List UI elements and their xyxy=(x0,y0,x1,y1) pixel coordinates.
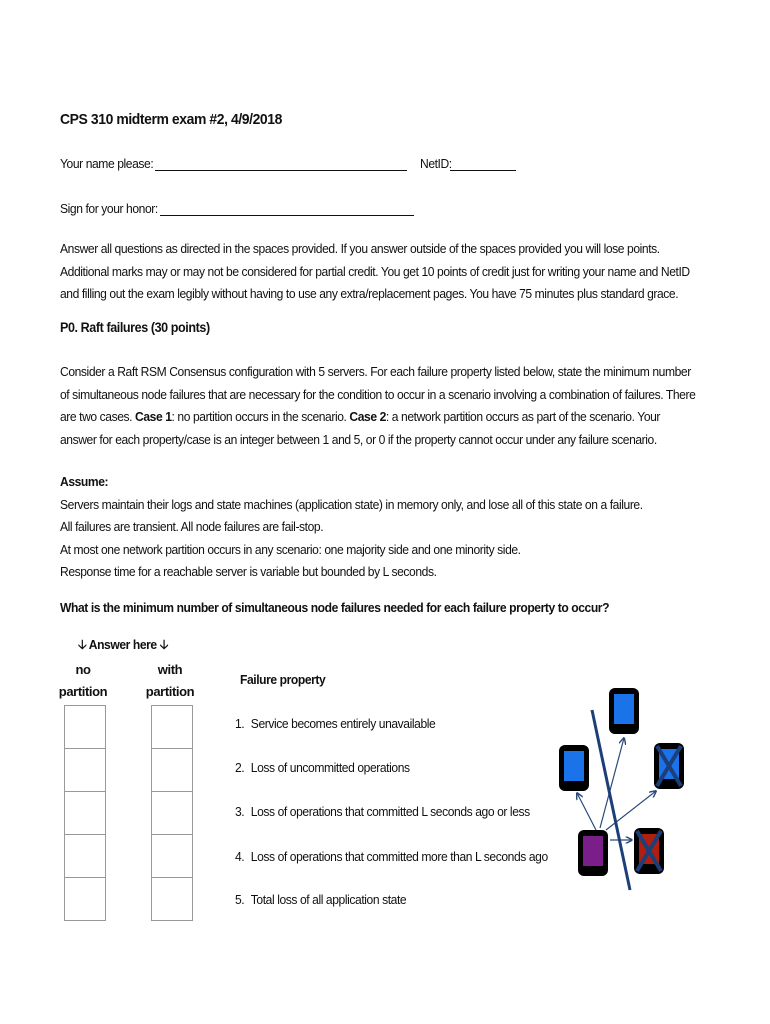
honor-label: Sign for your honor: xyxy=(60,201,158,216)
problem-heading: P0. Raft failures (30 points) xyxy=(60,320,210,335)
instruction-line: Answer all questions as directed in the spaces provided. If you answer outside of the spaces provided you will lose points. xyxy=(60,241,660,256)
name-blank[interactable] xyxy=(155,170,407,171)
assumption-item: At most one network partition occurs in any scenario: one majority side and one minority side. xyxy=(60,541,521,557)
arrow-down-icon: 🡣 xyxy=(159,637,168,652)
exam-title: CPS 310 midterm exam #2, 4/9/2018 xyxy=(60,111,282,128)
case1-label: Case 1 xyxy=(135,409,172,424)
item-text: Total loss of all application state xyxy=(250,892,407,907)
column-header-no-partition xyxy=(55,659,111,703)
item-number: 4. xyxy=(235,849,245,864)
instruction-line: and filling out the exam legibly without having to use any extra/replacement pages. You have 75 minutes plus standard grace. xyxy=(60,286,679,301)
item-text: Loss of operations that committed L seconds ago or less xyxy=(250,804,530,819)
item-number: 2. xyxy=(235,760,245,775)
netid-label: NetID: xyxy=(420,156,452,171)
netid-blank[interactable] xyxy=(450,170,516,171)
server-node-bottom-right-failed xyxy=(634,828,664,874)
assumption-item: Servers maintain their logs and state machines (application state) in memory only, and lose all of this state on a failure. xyxy=(60,496,643,512)
item-text: Loss of operations that committed more than L seconds ago xyxy=(250,849,548,864)
answer-box-3-no-partition[interactable] xyxy=(64,791,106,835)
answer-box-1-no-partition[interactable] xyxy=(64,705,106,749)
answer-here-header xyxy=(78,636,168,658)
intro-line: of simultaneous node failures that are necessary for the condition to occur in a scenario involving a combination of failures. There xyxy=(60,386,696,402)
answer-box-5-with-partition[interactable] xyxy=(151,877,193,921)
failure-item xyxy=(235,849,548,864)
instructions xyxy=(60,238,692,306)
question-text: What is the minimum number of simultaneous node failures needed for each failure property to occur? xyxy=(60,600,610,615)
intro-text: : a network partition occurs as part of the scenario. Your xyxy=(385,409,661,424)
name-label: Your name please: xyxy=(60,156,154,171)
column-header-line: with xyxy=(157,662,183,677)
answer-box-2-no-partition[interactable] xyxy=(64,748,106,792)
node-fill xyxy=(583,836,603,866)
arrow xyxy=(600,738,624,828)
item-number: 1. xyxy=(235,716,245,731)
failure-item xyxy=(235,804,530,819)
item-number: 5. xyxy=(235,892,245,907)
raft-partition-diagram xyxy=(550,680,700,895)
intro-line: Consider a Raft RSM Consensus configuration with 5 servers. For each failure property listed below, state the minimum number xyxy=(60,364,691,379)
intro-text: are two cases. xyxy=(60,409,136,424)
answer-box-3-with-partition[interactable] xyxy=(151,791,193,835)
answer-box-5-no-partition[interactable] xyxy=(64,877,106,921)
intro-line: answer for each property/case is an integer between 1 and 5, or 0 if the property cannot occur under any failure scenario. xyxy=(60,431,657,447)
item-number: 3. xyxy=(235,804,245,819)
column-header-line: partition xyxy=(145,684,195,699)
answer-box-2-with-partition[interactable] xyxy=(151,748,193,792)
assumption-item: Response time for a reachable server is variable but bounded by L seconds. xyxy=(60,564,437,579)
item-text: Loss of uncommitted operations xyxy=(250,760,410,775)
problem-intro xyxy=(60,361,696,451)
server-node-leader xyxy=(578,830,608,876)
intro-text: : no partition occurs in the scenario. xyxy=(171,409,350,424)
node-fill xyxy=(564,751,584,781)
assumption-item: All failures are transient. All node failures are fail-stop. xyxy=(60,519,324,534)
failure-item xyxy=(235,760,410,775)
assume-heading: Assume: xyxy=(60,474,109,489)
answer-here-label: Answer here xyxy=(88,637,157,652)
answer-box-1-with-partition[interactable] xyxy=(151,705,193,749)
arrow xyxy=(577,793,596,830)
column-header-line: partition xyxy=(58,684,108,699)
case2-label: Case 2 xyxy=(349,409,386,424)
honor-blank[interactable] xyxy=(160,215,414,216)
answer-box-4-no-partition[interactable] xyxy=(64,834,106,878)
item-text: Service becomes entirely unavailable xyxy=(250,716,436,731)
failure-item xyxy=(235,892,406,907)
server-node-left xyxy=(559,745,589,791)
column-header-line: no xyxy=(75,662,91,677)
arrow-down-icon: 🡣 xyxy=(78,637,87,652)
failure-item xyxy=(235,716,435,731)
assumptions xyxy=(60,471,692,584)
column-header-with-partition xyxy=(140,659,200,703)
failure-property-heading: Failure property xyxy=(240,672,326,687)
node-fill xyxy=(614,694,634,724)
server-node-right-failed xyxy=(654,743,684,789)
server-node-top xyxy=(609,688,639,734)
instruction-line: Additional marks may or may not be considered for partial credit. You get 10 points of credit just for writing your name and NetID xyxy=(60,263,690,279)
answer-box-4-with-partition[interactable] xyxy=(151,834,193,878)
intro-line-cases xyxy=(60,406,692,429)
